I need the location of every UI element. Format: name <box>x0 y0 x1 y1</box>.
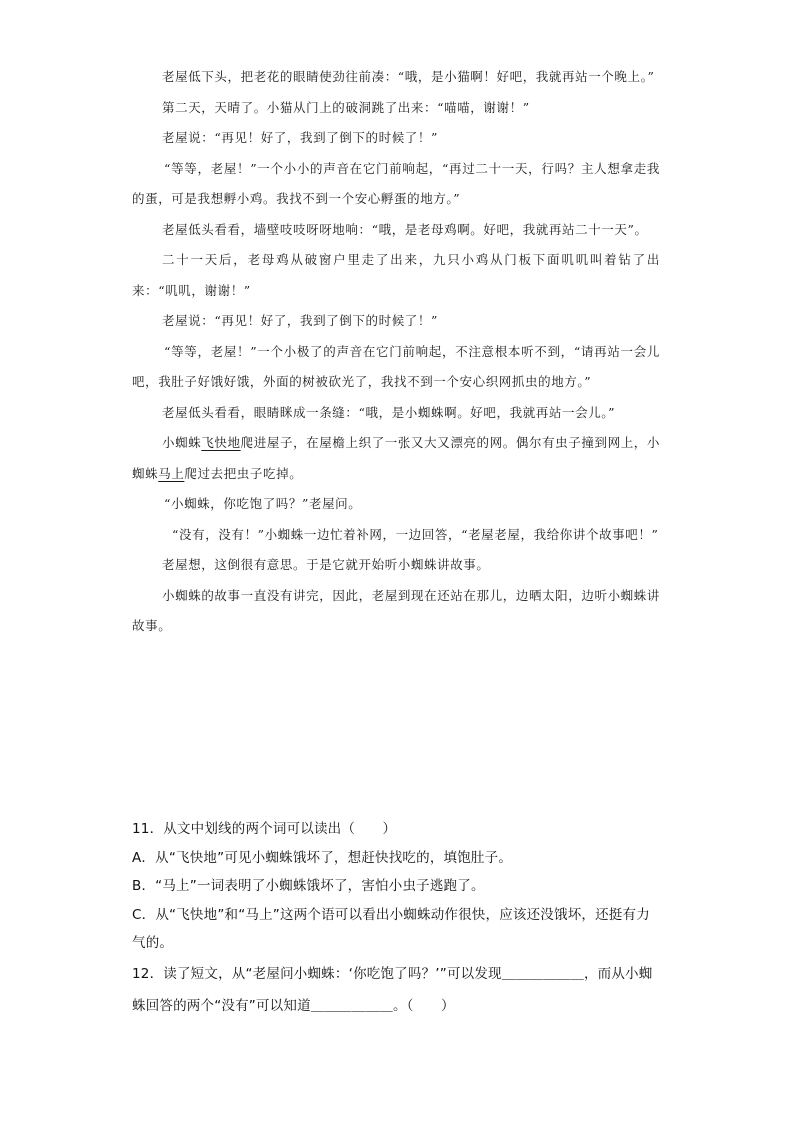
story-paragraph-underlined <box>132 428 660 489</box>
text-run: 小蜘蛛 <box>162 435 202 450</box>
story-passage <box>132 62 660 642</box>
story-paragraph: 老屋低头看看，墙壁吱吱呀呀地响：“哦，是老母鸡啊。好吧，我就再站二十一天”。 <box>162 221 648 237</box>
story-paragraph: 第二天，天晴了。小猫从门上的破洞跳了出来：“喵喵，谢谢！” <box>162 99 530 115</box>
story-paragraph: 老屋想，这倒很有意思。于是它就开始听小蜘蛛讲故事。 <box>162 557 490 572</box>
story-paragraph: 老屋说：“再见！好了，我到了倒下的时候了！” <box>162 313 438 328</box>
questions-section <box>132 815 660 1022</box>
question-12-stem: 12．读了短文，从“老屋问小蜘蛛：‘你吃饱了吗？’”可以发现＿＿＿＿＿＿，而从小蜘蛛回答的两个“没有”可以知道＿＿＿＿＿＿。（ ） <box>132 965 653 1014</box>
story-paragraph: “等等，老屋！”一个小极了的声音在它门前响起，不注意根本听不到，“请再站一会儿吧，我肚子好饿好饿，外面的树被砍光了，我找不到一个安心织网抓虫的地方。” <box>132 343 660 389</box>
story-paragraph: “没有，没有！”小蜘蛛一边忙着补网，一边回答，“老屋老屋，我给你讲个故事吧！” <box>172 526 659 542</box>
question-11-option-a: A．从“飞快地”可见小蜘蛛饿坏了，想赶快找吃的，填饱肚子。 <box>132 849 513 866</box>
underlined-word-feikuaidi: 飞快地 <box>201 435 241 450</box>
story-paragraph: 老屋低头看看，眼睛眯成一条缝：“哦，是小蜘蛛啊。好吧，我就再站一会儿。” <box>162 404 616 420</box>
underlined-word-mashang: 马上 <box>158 465 185 481</box>
story-paragraph: 老屋低下头，把老花的眼睛使劲往前凑：“哦，是小猫啊！好吧，我就再站一个晚上。” <box>162 69 655 84</box>
question-11-option-c: C．从“飞快地”和“马上”这两个语可以看出小蜘蛛动作很快，应该还没饿坏，还挺有力气的。 <box>132 906 650 951</box>
story-paragraph: 小蜘蛛的故事一直没有讲完，因此，老屋到现在还站在那儿，边晒太阳，边听小蜘蛛讲故事。 <box>132 587 660 633</box>
question-11-stem: 11．从文中划线的两个词可以读出（ ） <box>132 821 397 837</box>
text-run: 爬进屋子，在屋檐上织了一张又大又漂亮的网。偶尔有虫子撞到网上，小蜘蛛 <box>132 435 661 481</box>
text-run: 爬过去把虫子吃掉。 <box>184 465 303 481</box>
story-paragraph: 二十一天后，老母鸡从破窗户里走了出来，九只小鸡从门板下面叽叽叫着钻了出来：“叽叽，谢谢！” <box>132 252 660 298</box>
story-paragraph: “小蜘蛛，你吃饱了吗？”老屋问。 <box>164 496 362 511</box>
story-paragraph: “等等，老屋！”一个小小的声音在它门前响起，“再过二十一天，行吗？主人想拿走我的蛋，可是我想孵小鸡。我找不到一个安心孵蛋的地方。” <box>132 160 660 206</box>
story-paragraph: 老屋说：“再见！好了，我到了倒下的时候了！” <box>162 130 438 145</box>
question-11-option-b: B．“马上”一词表明了小蜘蛛饿坏了，害怕小虫子逃跑了。 <box>132 878 485 894</box>
